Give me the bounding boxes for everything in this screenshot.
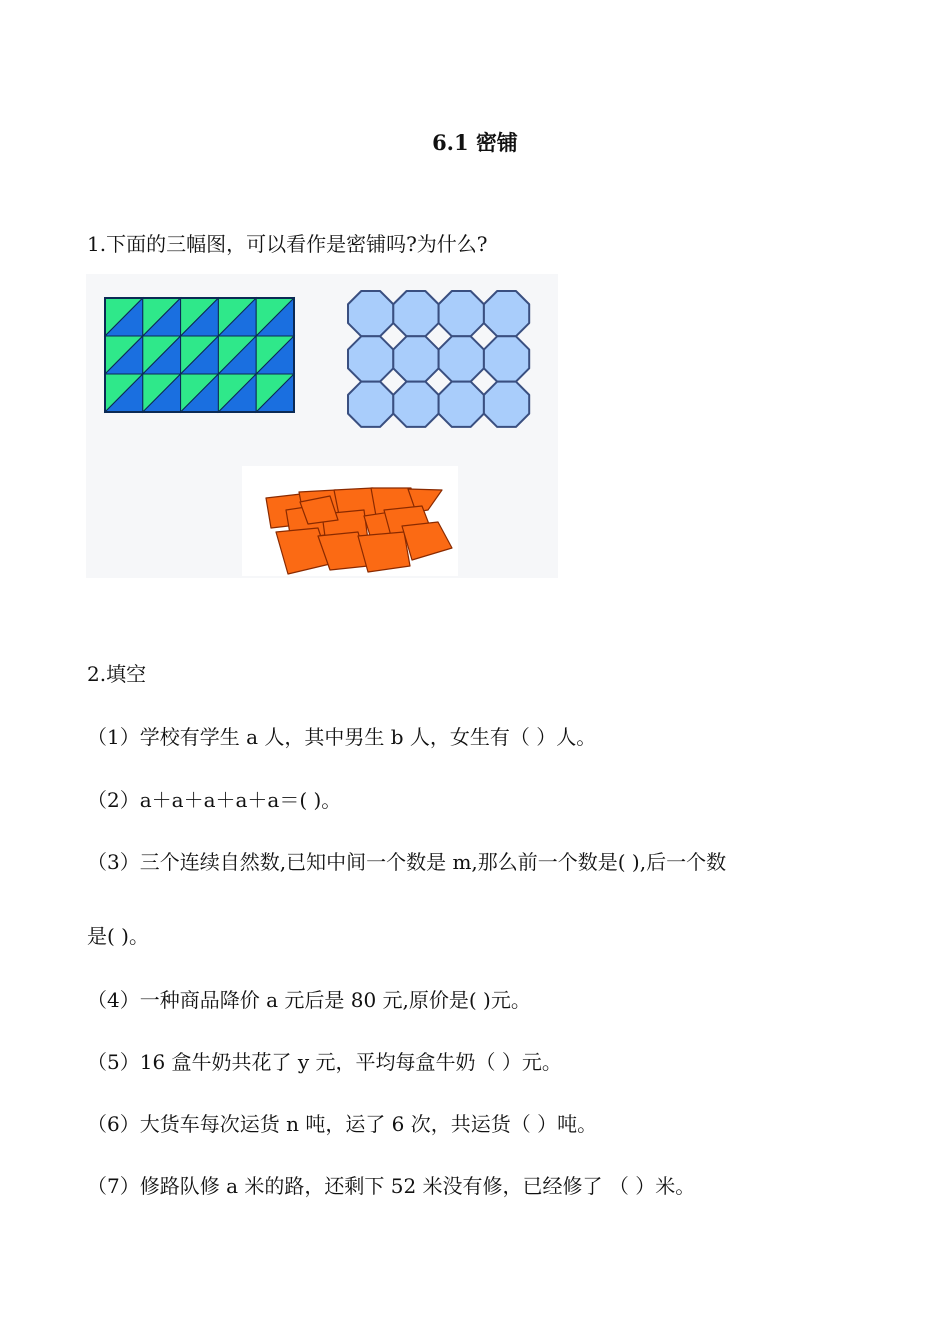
octagon-tile [393,336,438,381]
octagon-tile [439,336,484,381]
octagon-tile [439,382,484,427]
octagon-tile [439,291,484,336]
tiling-figures-svg [86,274,558,578]
tiling-figures [86,274,558,578]
octagon-tile [348,382,393,427]
octagon-tile [393,291,438,336]
fill-blank-item-1: （1）学校有学生 a 人，其中男生 b 人，女生有（ ）人。 [87,725,597,749]
page-title: 6.1 密铺 [432,130,518,155]
octagon-tile [393,382,438,427]
octagon-tiling [348,291,529,427]
fill-blank-item-4: （4）一种商品降价 a 元后是 80 元,原价是( )元。 [87,988,531,1012]
octagon-tile [348,336,393,381]
question-2-heading: 2.填空 [87,662,147,686]
fill-blank-item-2: （2）a＋a＋a＋a＋a＝( )。 [87,788,342,812]
octagon-tile [484,291,529,336]
fill-blank-item-3-continued: 是( )。 [87,924,149,948]
octagon-tile [484,382,529,427]
triangle-tiling [105,298,294,412]
fill-blank-item-3: （3）三个连续自然数,已知中间一个数是 m,那么前一个数是( ),后一个数 [87,850,727,874]
fill-blank-item-5: （5）16 盒牛奶共花了 y 元，平均每盒牛奶（ ）元。 [87,1050,562,1074]
octagon-tile [484,336,529,381]
fill-blank-item-6: （6）大货车每次运货 n 吨，运了 6 次，共运货（ ）吨。 [87,1112,598,1136]
parallelogram-tile [358,532,410,572]
question-1-text: 1.下面的三幅图，可以看作是密铺吗?为什么? [87,232,488,256]
octagon-tile [348,291,393,336]
fill-blank-item-7: （7）修路队修 a 米的路，还剩下 52 米没有修，已经修了 （ ）米。 [87,1174,696,1198]
